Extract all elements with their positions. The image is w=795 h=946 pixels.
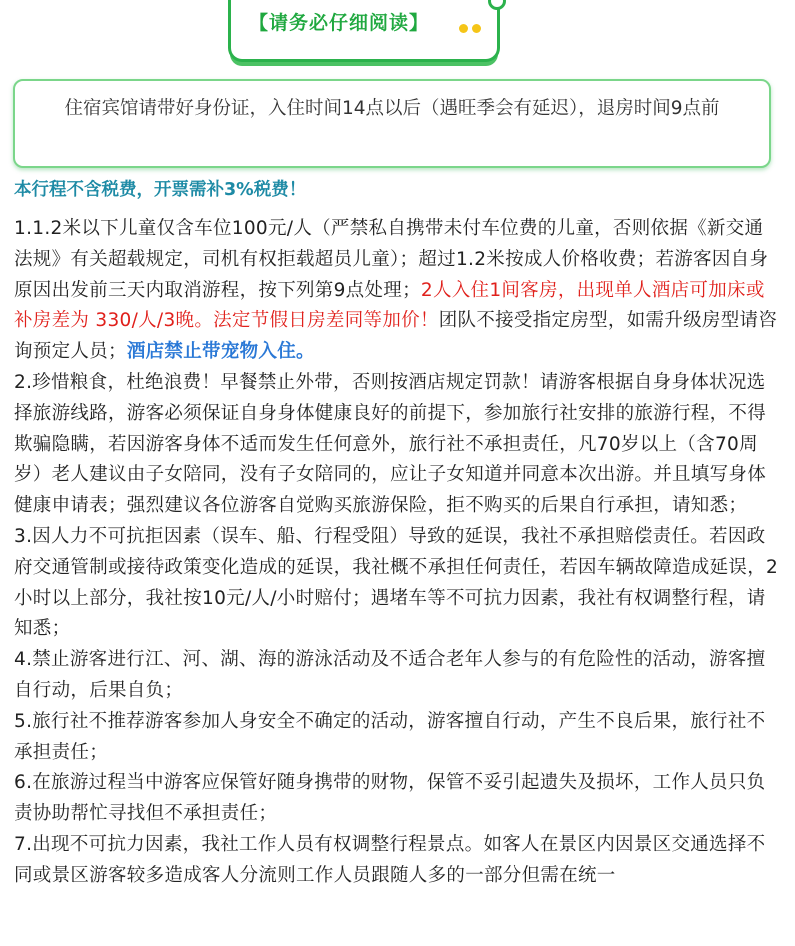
terms-item-2: 2.珍惜粮食，杜绝浪费！早餐禁止外带，否则按酒店规定罚款！请游客根据自身身体状况选择旅游线路，游客必须保证自身身体健康良好的前提下，参加旅行社安排的旅游行程，不得欺骗隐瞒，若因游客身体不适而发生任何意外，旅行社不承担责任，凡70岁以上（含70周岁）老人建议由子女陪同，没有子女陪同的，应让子女知道并同意本次出游。并且填写身体健康申请表；强烈建议各位游客自觉购买旅游保险，拒不购买的后果自行承担，请知悉； [14,371,767,517]
tax-notice: 本行程不含税费，开票需补3%税费！ [14,180,307,200]
terms-list [14,214,782,892]
terms-item-4: 4.禁止游客进行江、河、湖、海的游泳活动及不适合老年人参与的有危险性的活动，游客擅自行动，后果自负； [14,649,766,701]
dot-icon [472,24,481,33]
terms-item-1-room-type: 团队不接受指定房型，如需升级房型请咨询预定人员； [14,310,778,363]
dot-icon [459,24,468,33]
header-title: 【请务必仔细阅读】 [249,12,430,34]
terms-item-1 [14,214,782,368]
decorative-dots [459,18,485,37]
terms-item-7: 7.出现不可抗力因素，我社工作人员有权调整行程景点。如客人在景区内因景区交通选择不同或景区游客较多造成客人分流则工作人员跟随人多的一部分但需在统一 [14,833,766,886]
terms-item-5: 5.旅行社不推荐游客参加人身安全不确定的活动，游客擅自行动，产生不良后果，旅行社不承担责任； [14,710,766,763]
terms-item-3: 3.因人力不可抗拒因素（误车、船、行程受阻）导致的延误，我社不承担赔偿责任。若因政府交通管制或接待政策变化造成的延误，我社概不承担任何责任，若因车辆故障造成延误，2小时以上部分，我社按10元/人/小时赔付；遇堵车等不可抗力因素，我社有权调整行程，请知悉； [14,525,779,640]
no-pets-notice: 酒店禁止带宠物入住。 [126,341,315,363]
header-tab [228,0,500,62]
check-in-notice-box [13,79,771,168]
terms-item-1-text: 1.1.2米以下儿童仅含车位100元/人（严禁私自携带未付车位费的儿童，否则依据《新交通法规》有关超载规定，司机有权拒载超员儿童）；超过1.2米按成人价格收费；若游客因自身原因出发前三天内取消游程，按下列第9点处理； [14,218,769,301]
terms-item-6: 6.在旅游过程当中游客应保管好随身携带的财物，保管不妥引起遗失及损坏，工作人员只负责协助帮忙寻找但不承担责任； [14,772,766,825]
room-sharing-warning: 2人入住1间客房，出现单人酒店可加床或补房差为 330/人/3晚。法定节假日房差同等加价！ [14,279,765,332]
check-in-notice-text: 住宿宾馆请带好身份证，入住时间14点以后（遇旺季会有延迟），退房时间9点前 [64,98,720,119]
